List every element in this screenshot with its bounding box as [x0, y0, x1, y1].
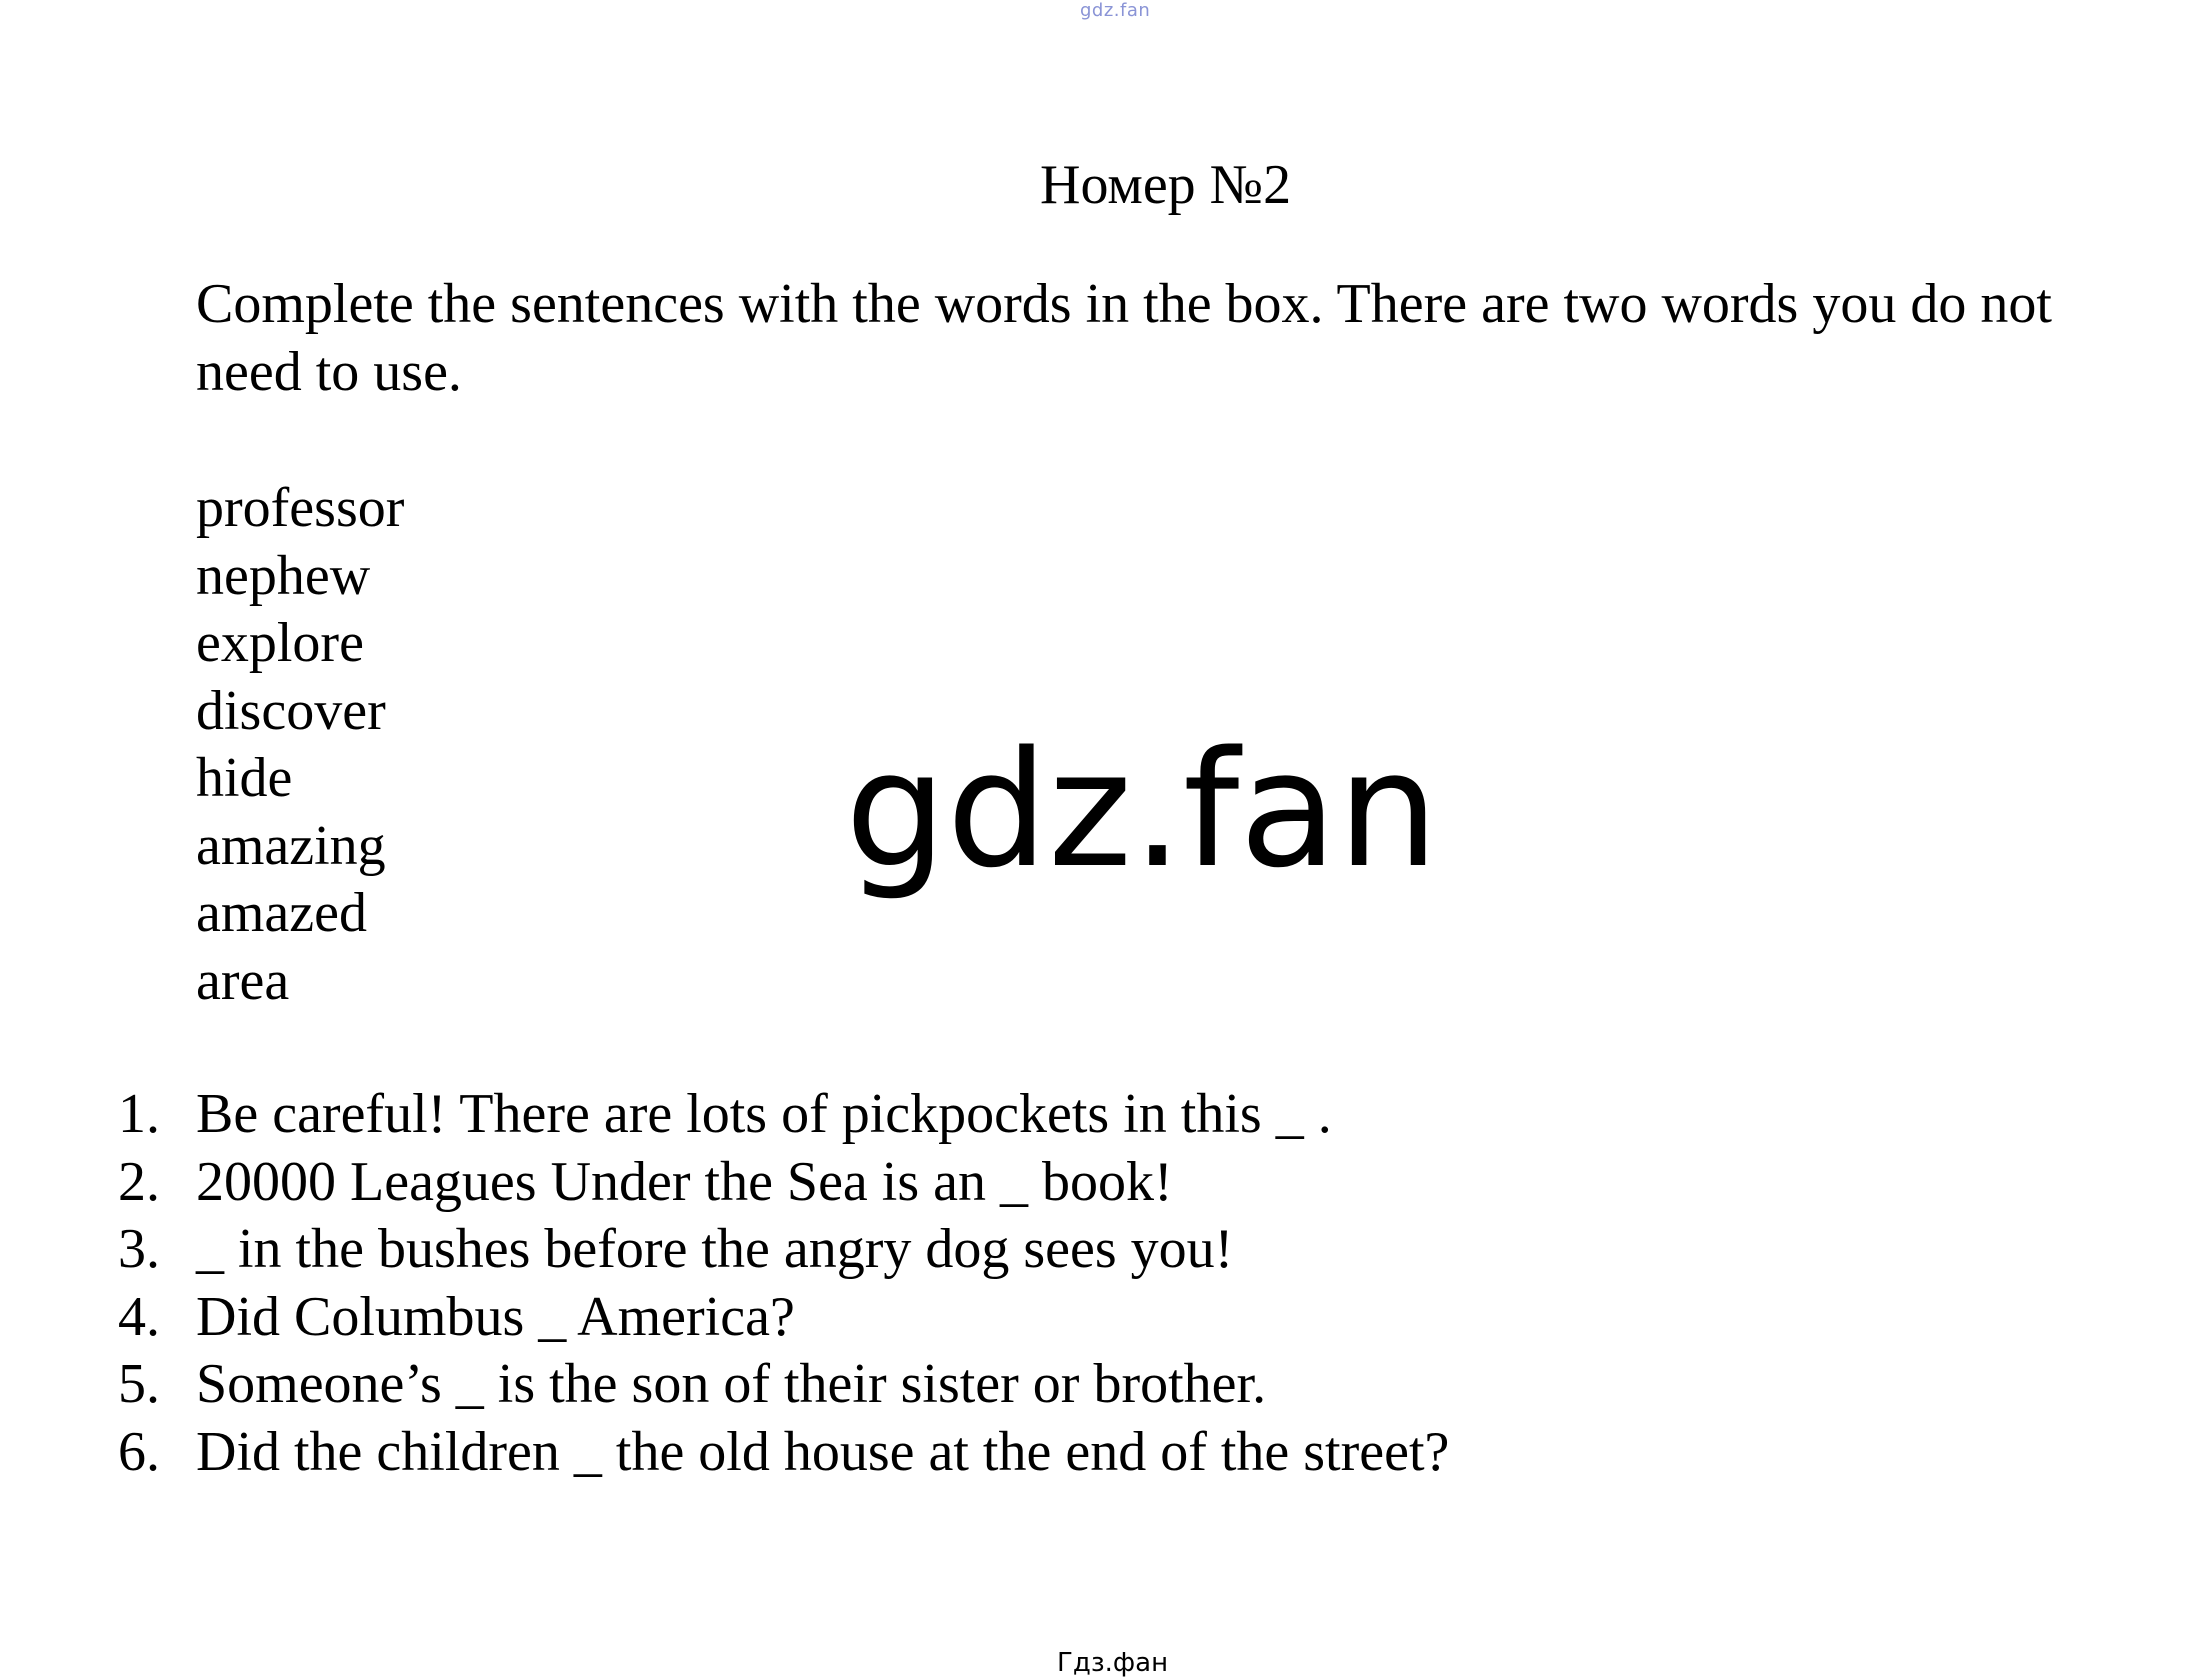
sentence-text: 20000 Leagues Under the Sea is an _ book! [196, 1150, 1173, 1213]
sentence-item [118, 1419, 1449, 1487]
sentence-list [118, 1081, 1449, 1486]
sentence-text: Did the children _ the old house at the end of the street? [196, 1420, 1450, 1483]
word-box-item: amazing [196, 814, 386, 877]
word-box-item: explore [196, 612, 364, 674]
word-box-item: discover [196, 679, 386, 742]
sentence-item [118, 1216, 1449, 1284]
word-box-item: nephew [196, 544, 371, 607]
footer-watermark: Гдз.фан [1057, 1648, 1169, 1678]
sentence-number: 4. [118, 1285, 160, 1348]
sentence-number: 1. [118, 1083, 160, 1145]
sentence-item [118, 1081, 1449, 1149]
top-watermark: gdz.fan [1080, 0, 1151, 21]
word-box-item: amazed [196, 882, 367, 944]
sentence-item [118, 1351, 1449, 1419]
sentence-item [118, 1149, 1449, 1217]
word-box-item: hide [196, 747, 293, 809]
sentence-text: Someone’s _ is the son of their sister or brother. [196, 1353, 1267, 1415]
word-box-item: area [196, 949, 290, 1012]
sentence-number: 3. [118, 1218, 160, 1280]
sentence-number: 6. [118, 1420, 160, 1483]
sentence-number: 2. [118, 1150, 160, 1213]
instructions-text: Complete the sentences with the words in the box. There are two words you do not need to use. [196, 273, 2052, 403]
center-watermark: gdz.fan [845, 716, 1439, 903]
sentence-number: 5. [118, 1353, 160, 1415]
word-box [196, 475, 404, 1015]
sentence-text: Did Columbus _ America? [196, 1285, 795, 1348]
sentence-text: _ in the bushes before the angry dog sees you! [196, 1218, 1234, 1280]
word-box-item: professor [196, 477, 405, 539]
page-title: Номер №2 [1040, 154, 1292, 216]
sentence-item [118, 1284, 1449, 1352]
sentence-text: Be careful! There are lots of pickpockets in this _ . [196, 1083, 1332, 1145]
